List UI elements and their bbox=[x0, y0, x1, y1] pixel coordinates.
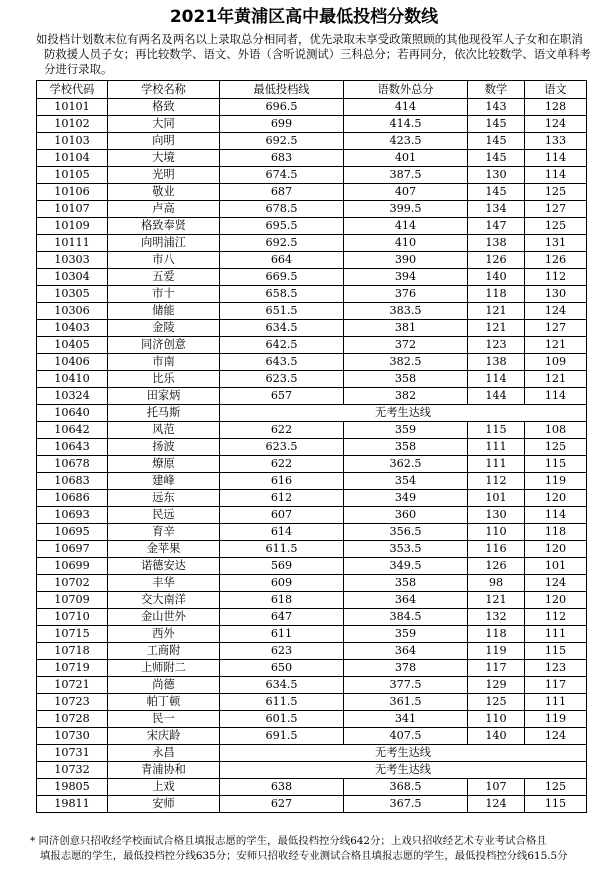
cell-school-name: 大同 bbox=[108, 116, 220, 133]
cell-math: 123 bbox=[468, 337, 525, 354]
cell-min-score: 569 bbox=[220, 558, 344, 575]
cell-core-total: 414.5 bbox=[344, 116, 468, 133]
cell-core-total: 383.5 bbox=[344, 303, 468, 320]
cell-core-total: 414 bbox=[344, 218, 468, 235]
table-row bbox=[37, 745, 587, 762]
header-school-code: 学校代码 bbox=[37, 81, 108, 99]
cell-school-name: 交大南洋 bbox=[108, 592, 220, 609]
cell-school-name: 育辛 bbox=[108, 524, 220, 541]
cell-min-score: 623.5 bbox=[220, 371, 344, 388]
cell-math: 118 bbox=[468, 286, 525, 303]
cell-chinese: 114 bbox=[525, 150, 587, 167]
cell-school-code: 10103 bbox=[37, 133, 108, 150]
cutoff-score-table bbox=[36, 80, 587, 813]
cell-min-score: 678.5 bbox=[220, 201, 344, 218]
cell-math: 132 bbox=[468, 609, 525, 626]
cell-math: 143 bbox=[468, 99, 525, 116]
cell-school-code: 10102 bbox=[37, 116, 108, 133]
cell-math: 115 bbox=[468, 422, 525, 439]
cell-chinese: 124 bbox=[525, 575, 587, 592]
cell-core-total: 414 bbox=[344, 99, 468, 116]
header-core-total: 语数外总分 bbox=[344, 81, 468, 99]
cell-core-total: 378 bbox=[344, 660, 468, 677]
cell-min-score: 614 bbox=[220, 524, 344, 541]
cell-math: 119 bbox=[468, 643, 525, 660]
cell-math: 124 bbox=[468, 796, 525, 813]
cell-min-score: 622 bbox=[220, 456, 344, 473]
cell-school-code: 10405 bbox=[37, 337, 108, 354]
cell-core-total: 354 bbox=[344, 473, 468, 490]
cell-core-total: 401 bbox=[344, 150, 468, 167]
cell-chinese: 109 bbox=[525, 354, 587, 371]
cell-min-score: 642.5 bbox=[220, 337, 344, 354]
cell-math: 145 bbox=[468, 116, 525, 133]
cell-core-total: 394 bbox=[344, 269, 468, 286]
cell-math: 121 bbox=[468, 303, 525, 320]
cell-chinese: 127 bbox=[525, 201, 587, 218]
cell-min-score: 669.5 bbox=[220, 269, 344, 286]
cell-school-code: 10710 bbox=[37, 609, 108, 626]
cell-school-code: 19805 bbox=[37, 779, 108, 796]
cell-school-name: 托马斯 bbox=[108, 405, 220, 422]
cell-chinese: 126 bbox=[525, 252, 587, 269]
cell-school-code: 10111 bbox=[37, 235, 108, 252]
cell-math: 114 bbox=[468, 371, 525, 388]
cell-core-total: 359 bbox=[344, 626, 468, 643]
cell-math: 145 bbox=[468, 133, 525, 150]
cell-core-total: 368.5 bbox=[344, 779, 468, 796]
cell-chinese: 133 bbox=[525, 133, 587, 150]
cell-school-name: 上师附二 bbox=[108, 660, 220, 677]
cell-math: 112 bbox=[468, 473, 525, 490]
cell-core-total: 359 bbox=[344, 422, 468, 439]
cell-no-qualified-students: 无考生达线 bbox=[220, 762, 587, 779]
cell-school-code: 10107 bbox=[37, 201, 108, 218]
cell-min-score: 658.5 bbox=[220, 286, 344, 303]
header-math: 数学 bbox=[468, 81, 525, 99]
footnote-line-1: * 同济创意只招收经学校面试合格且填报志愿的学生，最低投档控分线642分；上戏只招收经艺术专业考试合格且 bbox=[30, 835, 547, 847]
cell-school-code: 10406 bbox=[37, 354, 108, 371]
cell-core-total: 349.5 bbox=[344, 558, 468, 575]
cell-core-total: 358 bbox=[344, 575, 468, 592]
cell-math: 111 bbox=[468, 439, 525, 456]
cell-school-name: 安师 bbox=[108, 796, 220, 813]
table-row bbox=[37, 167, 587, 184]
table-row bbox=[37, 609, 587, 626]
cell-chinese: 125 bbox=[525, 184, 587, 201]
cell-school-name: 上戏 bbox=[108, 779, 220, 796]
cell-school-code: 10699 bbox=[37, 558, 108, 575]
cell-math: 116 bbox=[468, 541, 525, 558]
cell-chinese: 127 bbox=[525, 320, 587, 337]
cell-school-code: 10702 bbox=[37, 575, 108, 592]
cell-school-name: 向明浦江 bbox=[108, 235, 220, 252]
cell-min-score: 691.5 bbox=[220, 728, 344, 745]
cell-chinese: 114 bbox=[525, 167, 587, 184]
cell-school-code: 10697 bbox=[37, 541, 108, 558]
cell-school-name: 宋庆龄 bbox=[108, 728, 220, 745]
cell-min-score: 674.5 bbox=[220, 167, 344, 184]
cell-school-name: 远东 bbox=[108, 490, 220, 507]
cell-core-total: 384.5 bbox=[344, 609, 468, 626]
cell-school-code: 10686 bbox=[37, 490, 108, 507]
cell-school-name: 市十 bbox=[108, 286, 220, 303]
cell-school-name: 敬业 bbox=[108, 184, 220, 201]
cell-min-score: 643.5 bbox=[220, 354, 344, 371]
cell-school-code: 10683 bbox=[37, 473, 108, 490]
header-min-score: 最低投档线 bbox=[220, 81, 344, 99]
footnote bbox=[30, 834, 600, 864]
cell-math: 147 bbox=[468, 218, 525, 235]
cell-math: 121 bbox=[468, 592, 525, 609]
footnote-line-2: 填报志愿的学生，最低投档控分线635分；安师只招收经专业测试合格且填报志愿的学生，最低投档控分线615.5分 bbox=[40, 850, 568, 862]
cell-school-name: 金陵 bbox=[108, 320, 220, 337]
cell-core-total: 364 bbox=[344, 643, 468, 660]
cell-chinese: 123 bbox=[525, 660, 587, 677]
cell-math: 121 bbox=[468, 320, 525, 337]
cell-chinese: 115 bbox=[525, 456, 587, 473]
cell-min-score: 634.5 bbox=[220, 677, 344, 694]
cell-school-name: 建峰 bbox=[108, 473, 220, 490]
cell-chinese: 115 bbox=[525, 643, 587, 660]
table-row bbox=[37, 626, 587, 643]
cell-chinese: 114 bbox=[525, 388, 587, 405]
cell-school-name: 大境 bbox=[108, 150, 220, 167]
cell-school-code: 10324 bbox=[37, 388, 108, 405]
table-row bbox=[37, 150, 587, 167]
cell-chinese: 101 bbox=[525, 558, 587, 575]
table-row bbox=[37, 643, 587, 660]
table-row bbox=[37, 728, 587, 745]
cell-math: 110 bbox=[468, 524, 525, 541]
cell-core-total: 341 bbox=[344, 711, 468, 728]
cell-chinese: 120 bbox=[525, 592, 587, 609]
cell-school-code: 10109 bbox=[37, 218, 108, 235]
cell-chinese: 124 bbox=[525, 116, 587, 133]
cell-min-score: 695.5 bbox=[220, 218, 344, 235]
cell-core-total: 377.5 bbox=[344, 677, 468, 694]
cell-school-name: 格致 bbox=[108, 99, 220, 116]
cell-school-name: 金山世外 bbox=[108, 609, 220, 626]
cell-no-qualified-students: 无考生达线 bbox=[220, 405, 587, 422]
cell-math: 138 bbox=[468, 235, 525, 252]
cell-chinese: 112 bbox=[525, 609, 587, 626]
table-row bbox=[37, 252, 587, 269]
cell-core-total: 358 bbox=[344, 371, 468, 388]
cell-core-total: 349 bbox=[344, 490, 468, 507]
cell-min-score: 664 bbox=[220, 252, 344, 269]
cell-school-code: 10403 bbox=[37, 320, 108, 337]
table-row bbox=[37, 99, 587, 116]
cell-chinese: 125 bbox=[525, 218, 587, 235]
cell-min-score: 647 bbox=[220, 609, 344, 626]
cell-chinese: 120 bbox=[525, 541, 587, 558]
table-body bbox=[37, 99, 587, 813]
cell-chinese: 114 bbox=[525, 507, 587, 524]
cell-chinese: 111 bbox=[525, 626, 587, 643]
cell-min-score: 601.5 bbox=[220, 711, 344, 728]
table-row bbox=[37, 286, 587, 303]
cell-core-total: 407.5 bbox=[344, 728, 468, 745]
cell-core-total: 381 bbox=[344, 320, 468, 337]
table-row bbox=[37, 405, 587, 422]
table-row bbox=[37, 201, 587, 218]
cell-school-code: 10105 bbox=[37, 167, 108, 184]
cell-core-total: 410 bbox=[344, 235, 468, 252]
cell-school-name: 工商附 bbox=[108, 643, 220, 660]
table-row bbox=[37, 422, 587, 439]
cell-school-code: 10106 bbox=[37, 184, 108, 201]
table-row bbox=[37, 694, 587, 711]
cell-chinese: 108 bbox=[525, 422, 587, 439]
cell-math: 130 bbox=[468, 507, 525, 524]
cell-school-name: 金苹果 bbox=[108, 541, 220, 558]
cell-chinese: 120 bbox=[525, 490, 587, 507]
cell-school-code: 10101 bbox=[37, 99, 108, 116]
cell-school-name: 燎原 bbox=[108, 456, 220, 473]
cell-chinese: 124 bbox=[525, 728, 587, 745]
cell-school-name: 诺德安达 bbox=[108, 558, 220, 575]
cell-school-name: 同济创意 bbox=[108, 337, 220, 354]
table-row bbox=[37, 524, 587, 541]
cell-school-code: 10723 bbox=[37, 694, 108, 711]
cell-math: 140 bbox=[468, 728, 525, 745]
cell-core-total: 399.5 bbox=[344, 201, 468, 218]
cell-school-code: 10731 bbox=[37, 745, 108, 762]
cell-school-name: 向明 bbox=[108, 133, 220, 150]
cell-school-name: 民一 bbox=[108, 711, 220, 728]
cell-school-code: 10732 bbox=[37, 762, 108, 779]
cell-school-code: 10721 bbox=[37, 677, 108, 694]
cell-school-code: 10642 bbox=[37, 422, 108, 439]
cell-math: 144 bbox=[468, 388, 525, 405]
cell-school-code: 10728 bbox=[37, 711, 108, 728]
cell-chinese: 124 bbox=[525, 303, 587, 320]
cell-school-code: 10709 bbox=[37, 592, 108, 609]
cell-core-total: 358 bbox=[344, 439, 468, 456]
cell-chinese: 117 bbox=[525, 677, 587, 694]
table-row bbox=[37, 337, 587, 354]
cell-math: 138 bbox=[468, 354, 525, 371]
cell-school-name: 帕丁顿 bbox=[108, 694, 220, 711]
cell-school-name: 光明 bbox=[108, 167, 220, 184]
cell-school-code: 10695 bbox=[37, 524, 108, 541]
cell-core-total: 382 bbox=[344, 388, 468, 405]
cell-core-total: 353.5 bbox=[344, 541, 468, 558]
cell-school-name: 卢高 bbox=[108, 201, 220, 218]
cell-school-code: 19811 bbox=[37, 796, 108, 813]
cell-chinese: 112 bbox=[525, 269, 587, 286]
cell-school-name: 青浦协和 bbox=[108, 762, 220, 779]
cell-math: 134 bbox=[468, 201, 525, 218]
cell-core-total: 407 bbox=[344, 184, 468, 201]
cell-school-name: 西外 bbox=[108, 626, 220, 643]
table-row bbox=[37, 235, 587, 252]
cell-school-code: 10303 bbox=[37, 252, 108, 269]
cell-min-score: 611.5 bbox=[220, 694, 344, 711]
table-row bbox=[37, 490, 587, 507]
table-row bbox=[37, 762, 587, 779]
page-title: 2021年黄浦区高中最低投档分数线 bbox=[169, 7, 439, 27]
table-row bbox=[37, 473, 587, 490]
cell-math: 126 bbox=[468, 252, 525, 269]
cell-min-score: 651.5 bbox=[220, 303, 344, 320]
cell-min-score: 611 bbox=[220, 626, 344, 643]
cell-chinese: 119 bbox=[525, 711, 587, 728]
cell-chinese: 121 bbox=[525, 337, 587, 354]
table-row bbox=[37, 116, 587, 133]
cell-min-score: 638 bbox=[220, 779, 344, 796]
cell-math: 118 bbox=[468, 626, 525, 643]
cell-school-name: 田家炳 bbox=[108, 388, 220, 405]
cell-school-code: 10410 bbox=[37, 371, 108, 388]
cell-school-code: 10715 bbox=[37, 626, 108, 643]
cell-min-score: 696.5 bbox=[220, 99, 344, 116]
table-row bbox=[37, 354, 587, 371]
table-row bbox=[37, 133, 587, 150]
cell-school-name: 风范 bbox=[108, 422, 220, 439]
cell-math: 107 bbox=[468, 779, 525, 796]
cell-math: 140 bbox=[468, 269, 525, 286]
cell-min-score: 692.5 bbox=[220, 235, 344, 252]
cell-core-total: 423.5 bbox=[344, 133, 468, 150]
cell-core-total: 376 bbox=[344, 286, 468, 303]
cell-school-name: 永昌 bbox=[108, 745, 220, 762]
cell-math: 125 bbox=[468, 694, 525, 711]
table-row bbox=[37, 660, 587, 677]
cell-min-score: 618 bbox=[220, 592, 344, 609]
table-row bbox=[37, 711, 587, 728]
cell-min-score: 634.5 bbox=[220, 320, 344, 337]
table-row bbox=[37, 592, 587, 609]
table-row bbox=[37, 677, 587, 694]
cell-core-total: 382.5 bbox=[344, 354, 468, 371]
cell-school-name: 丰华 bbox=[108, 575, 220, 592]
cell-school-name: 比乐 bbox=[108, 371, 220, 388]
cell-school-name: 五爱 bbox=[108, 269, 220, 286]
cell-chinese: 131 bbox=[525, 235, 587, 252]
cell-school-name: 扬波 bbox=[108, 439, 220, 456]
cell-min-score: 609 bbox=[220, 575, 344, 592]
table-row bbox=[37, 303, 587, 320]
cell-min-score: 623 bbox=[220, 643, 344, 660]
cell-chinese: 128 bbox=[525, 99, 587, 116]
table-row bbox=[37, 796, 587, 813]
cell-school-name: 储能 bbox=[108, 303, 220, 320]
cell-school-code: 10678 bbox=[37, 456, 108, 473]
table-header-row bbox=[37, 81, 587, 99]
cell-no-qualified-students: 无考生达线 bbox=[220, 745, 587, 762]
cell-school-name: 格致奉贤 bbox=[108, 218, 220, 235]
table-row bbox=[37, 388, 587, 405]
cell-math: 145 bbox=[468, 184, 525, 201]
cell-chinese: 118 bbox=[525, 524, 587, 541]
cell-min-score: 657 bbox=[220, 388, 344, 405]
cell-math: 111 bbox=[468, 456, 525, 473]
table-row bbox=[37, 218, 587, 235]
cell-min-score: 687 bbox=[220, 184, 344, 201]
table-row bbox=[37, 541, 587, 558]
header-school-name: 学校名称 bbox=[108, 81, 220, 99]
cell-min-score: 622 bbox=[220, 422, 344, 439]
cell-chinese: 115 bbox=[525, 796, 587, 813]
cell-math: 129 bbox=[468, 677, 525, 694]
table-row bbox=[37, 779, 587, 796]
table-row bbox=[37, 507, 587, 524]
table-row bbox=[37, 269, 587, 286]
cell-core-total: 390 bbox=[344, 252, 468, 269]
cell-min-score: 607 bbox=[220, 507, 344, 524]
cell-core-total: 364 bbox=[344, 592, 468, 609]
cell-school-code: 10643 bbox=[37, 439, 108, 456]
table-row bbox=[37, 456, 587, 473]
table-row bbox=[37, 558, 587, 575]
cell-core-total: 360 bbox=[344, 507, 468, 524]
cell-chinese: 130 bbox=[525, 286, 587, 303]
table-row bbox=[37, 371, 587, 388]
cell-school-name: 市八 bbox=[108, 252, 220, 269]
cell-school-code: 10306 bbox=[37, 303, 108, 320]
cell-school-name: 民远 bbox=[108, 507, 220, 524]
table-row bbox=[37, 439, 587, 456]
cell-math: 145 bbox=[468, 150, 525, 167]
header-chinese: 语文 bbox=[525, 81, 587, 99]
cell-min-score: 627 bbox=[220, 796, 344, 813]
cell-school-code: 10640 bbox=[37, 405, 108, 422]
cell-school-code: 10719 bbox=[37, 660, 108, 677]
cell-school-code: 10730 bbox=[37, 728, 108, 745]
cell-min-score: 683 bbox=[220, 150, 344, 167]
cell-chinese: 121 bbox=[525, 371, 587, 388]
cell-math: 98 bbox=[468, 575, 525, 592]
cell-min-score: 650 bbox=[220, 660, 344, 677]
cell-chinese: 119 bbox=[525, 473, 587, 490]
admission-rules-paragraph: 如投档计划数末位有两名及两名以上录取总分相同者，优先录取未享受政策照顾的其他现役军人子女和在职消防救援人员子女；再比较数学、语文、外语（含听说测试）三科总分；若再同分，依次比较数学、语文单科考分进行录取。 bbox=[36, 32, 591, 76]
cell-core-total: 367.5 bbox=[344, 796, 468, 813]
table-row bbox=[37, 575, 587, 592]
cell-core-total: 387.5 bbox=[344, 167, 468, 184]
cell-math: 126 bbox=[468, 558, 525, 575]
table-row bbox=[37, 184, 587, 201]
cell-core-total: 362.5 bbox=[344, 456, 468, 473]
cell-chinese: 111 bbox=[525, 694, 587, 711]
cell-min-score: 623.5 bbox=[220, 439, 344, 456]
cell-chinese: 125 bbox=[525, 779, 587, 796]
cell-math: 101 bbox=[468, 490, 525, 507]
cell-min-score: 611.5 bbox=[220, 541, 344, 558]
cell-core-total: 361.5 bbox=[344, 694, 468, 711]
cell-school-code: 10304 bbox=[37, 269, 108, 286]
cell-min-score: 692.5 bbox=[220, 133, 344, 150]
cell-school-code: 10718 bbox=[37, 643, 108, 660]
cell-core-total: 356.5 bbox=[344, 524, 468, 541]
cell-math: 130 bbox=[468, 167, 525, 184]
cell-math: 110 bbox=[468, 711, 525, 728]
cell-school-code: 10104 bbox=[37, 150, 108, 167]
cell-math: 117 bbox=[468, 660, 525, 677]
cell-school-name: 市南 bbox=[108, 354, 220, 371]
cell-school-code: 10693 bbox=[37, 507, 108, 524]
cell-core-total: 372 bbox=[344, 337, 468, 354]
cell-school-name: 尚德 bbox=[108, 677, 220, 694]
cell-chinese: 125 bbox=[525, 439, 587, 456]
cell-min-score: 699 bbox=[220, 116, 344, 133]
cell-school-code: 10305 bbox=[37, 286, 108, 303]
cell-min-score: 616 bbox=[220, 473, 344, 490]
cell-min-score: 612 bbox=[220, 490, 344, 507]
table-row bbox=[37, 320, 587, 337]
